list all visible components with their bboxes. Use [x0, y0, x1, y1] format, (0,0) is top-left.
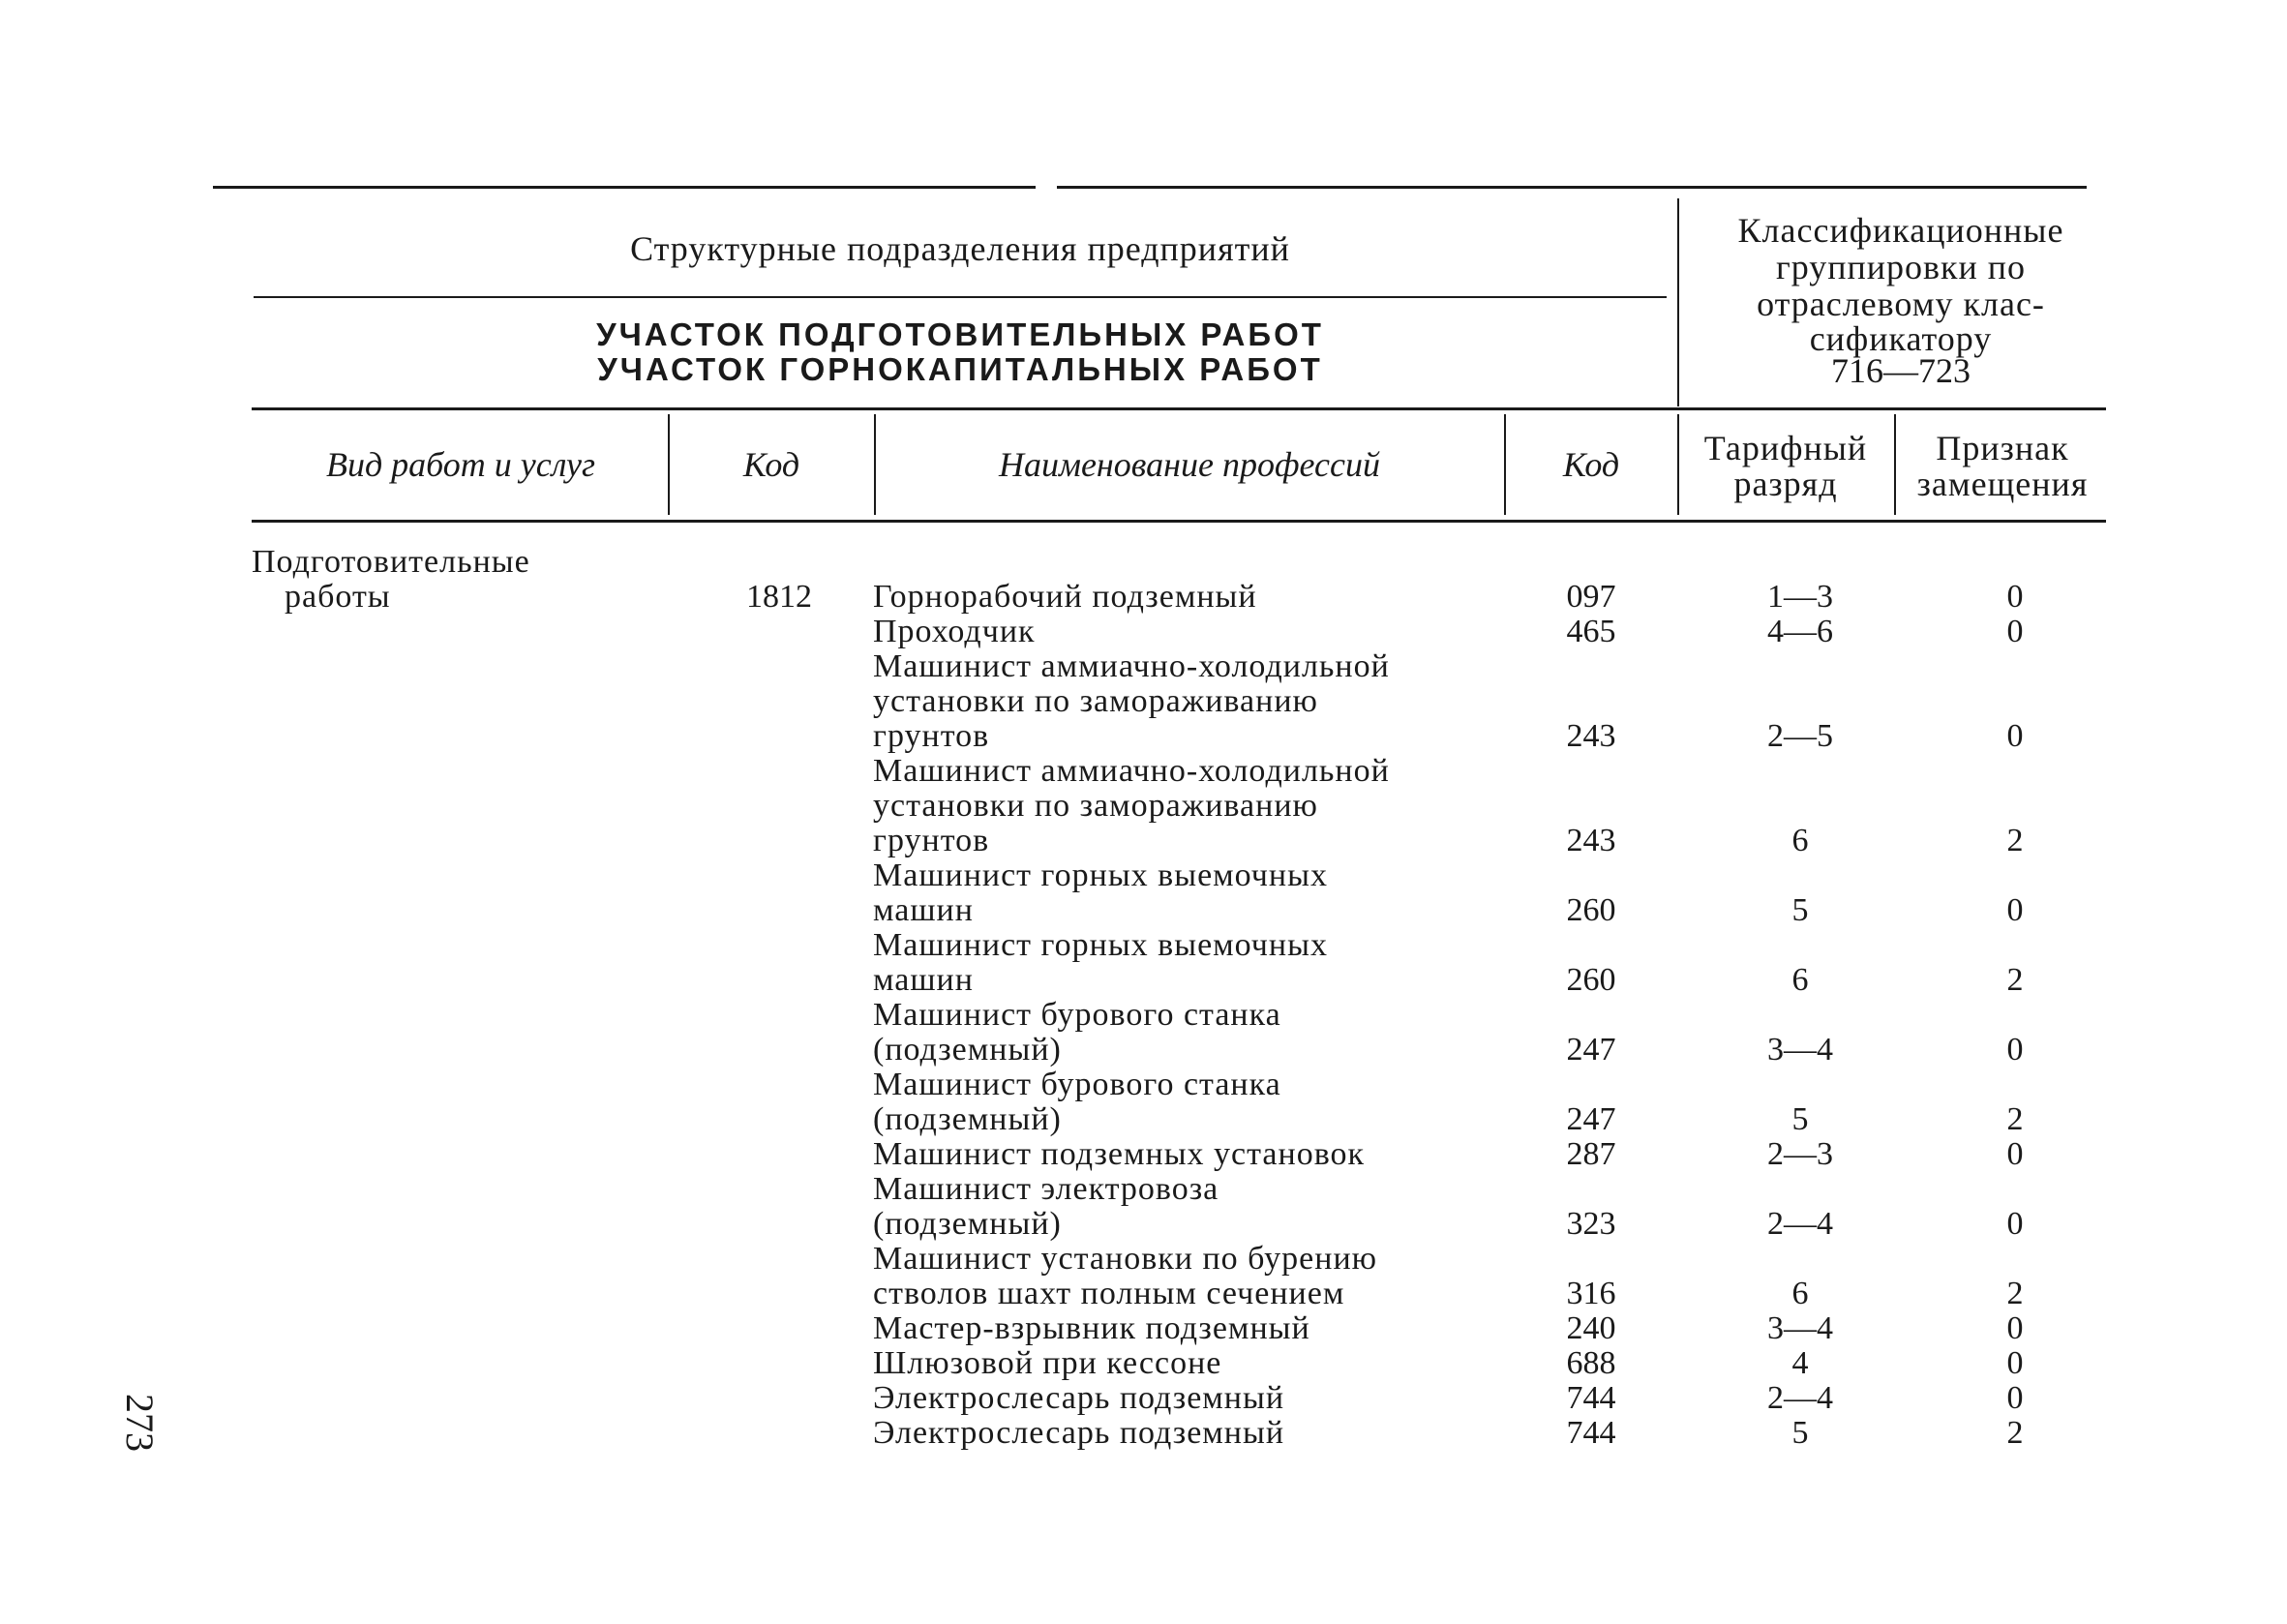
top-rule-left	[213, 186, 1036, 189]
tariff-grade: 6	[1791, 823, 1809, 858]
top-rule-right	[1057, 186, 2087, 189]
classifier-line: группировки по	[1775, 248, 2027, 286]
profession-code: 243	[1566, 718, 1616, 754]
profession-code: 097	[1566, 579, 1616, 615]
profession-code: 240	[1566, 1310, 1616, 1346]
replacement-sign: 0	[2006, 1310, 2024, 1346]
profession-name: машин	[873, 962, 974, 998]
col-profession: Наименование профессий	[998, 445, 1381, 484]
replacement-sign: 0	[2006, 1206, 2024, 1242]
profession-name: (подземный)	[873, 1032, 1062, 1068]
profession-name: грунтов	[873, 823, 990, 858]
profession-name: Машинист аммиачно-холодильной	[873, 648, 1390, 684]
profession-name: Машинист горных выемочных	[873, 927, 1328, 963]
work-type: Подготовительные	[252, 544, 530, 580]
tariff-grade: 5	[1791, 1101, 1809, 1137]
profession-code: 247	[1566, 1032, 1616, 1068]
profession-name: Машинист горных выемочных	[873, 857, 1328, 893]
replacement-sign: 0	[2006, 892, 2024, 928]
tariff-grade: 4—6	[1767, 614, 1833, 649]
classifier-line: Классификационные	[1737, 211, 2064, 250]
replacement-sign: 0	[2006, 1136, 2024, 1172]
replacement-sign: 2	[2006, 1415, 2024, 1451]
columns-bottom-rule	[252, 520, 2106, 523]
profession-name: Машинист аммиачно-холодильной	[873, 753, 1390, 789]
profession-code: 316	[1566, 1276, 1616, 1311]
work-code: 1812	[746, 579, 812, 615]
tariff-grade: 6	[1791, 962, 1809, 998]
replacement-sign: 0	[2006, 579, 2024, 615]
replacement-sign: 0	[2006, 614, 2024, 649]
replacement-sign: 0	[2006, 1345, 2024, 1381]
section-title-2: УЧАСТОК ГОРНОКАПИТАЛЬНЫХ РАБОТ	[597, 351, 1323, 387]
col-work-type: Вид работ и услуг	[325, 445, 596, 484]
profession-name: (подземный)	[873, 1206, 1062, 1242]
profession-code: 243	[1566, 823, 1616, 858]
tariff-grade: 2—5	[1767, 718, 1833, 754]
col-grade: Тарифный	[1703, 429, 1868, 467]
replacement-sign: 2	[2006, 1276, 2024, 1311]
profession-code: 323	[1566, 1206, 1616, 1242]
profession-name: Шлюзовой при кессоне	[873, 1345, 1222, 1381]
header-divider	[1677, 198, 1679, 406]
profession-name: Горнорабочий подземный	[873, 579, 1257, 615]
tariff-grade: 3—4	[1767, 1310, 1833, 1346]
replacement-sign: 2	[2006, 1101, 2024, 1137]
col-sign: Признак	[1936, 429, 2069, 467]
profession-name: установки по замораживанию	[873, 788, 1318, 824]
profession-code: 744	[1566, 1415, 1616, 1451]
replacement-sign: 2	[2006, 823, 2024, 858]
classifier-line: сификатору	[1809, 319, 1993, 358]
departments-title: Структурные подразделения предприятий	[630, 229, 1290, 268]
profession-code: 260	[1566, 962, 1616, 998]
tariff-grade: 2—4	[1767, 1380, 1833, 1416]
replacement-sign: 0	[2006, 1032, 2024, 1068]
replacement-sign: 2	[2006, 962, 2024, 998]
profession-name: Машинист бурового станка	[873, 997, 1281, 1033]
profession-code: 287	[1566, 1136, 1616, 1172]
profession-code: 744	[1566, 1380, 1616, 1416]
tariff-grade: 2—4	[1767, 1206, 1833, 1242]
profession-name: Машинист установки по бурению	[873, 1241, 1378, 1277]
tariff-grade: 3—4	[1767, 1032, 1833, 1068]
profession-code: 688	[1566, 1345, 1616, 1381]
tariff-grade: 5	[1791, 892, 1809, 928]
profession-name: Электрослесарь подземный	[873, 1380, 1285, 1416]
profession-name: установки по замораживанию	[873, 683, 1318, 719]
departments-underline	[254, 296, 1667, 298]
profession-name: Машинист бурового станка	[873, 1067, 1281, 1102]
replacement-sign: 0	[2006, 718, 2024, 754]
profession-name: Мастер-взрывник подземный	[873, 1310, 1310, 1346]
tariff-grade: 1—3	[1767, 579, 1833, 615]
profession-code: 260	[1566, 892, 1616, 928]
page-number: 273	[118, 1394, 162, 1452]
profession-code: 247	[1566, 1101, 1616, 1137]
profession-name: Проходчик	[873, 614, 1036, 649]
classifier-range: 716—723	[1831, 351, 1971, 390]
col-sign: замещения	[1916, 465, 2089, 503]
profession-name: (подземный)	[873, 1101, 1062, 1137]
profession-name: грунтов	[873, 718, 990, 754]
profession-name: стволов шахт полным сечением	[873, 1276, 1345, 1311]
col-prof-code: Код	[1562, 445, 1620, 484]
profession-name: Электрослесарь подземный	[873, 1415, 1285, 1451]
profession-name: машин	[873, 892, 974, 928]
section-title-1: УЧАСТОК ПОДГОТОВИТЕЛЬНЫХ РАБОТ	[596, 316, 1324, 352]
work-type: работы	[285, 579, 391, 615]
col-grade: разряд	[1733, 465, 1838, 503]
tariff-grade: 6	[1791, 1276, 1809, 1311]
header-bottom-rule	[252, 407, 2106, 410]
profession-name: Машинист подземных установок	[873, 1136, 1366, 1172]
tariff-grade: 5	[1791, 1415, 1809, 1451]
profession-code: 465	[1566, 614, 1616, 649]
col-work-code: Код	[742, 445, 800, 484]
profession-name: Машинист электровоза	[873, 1171, 1219, 1207]
classifier-line: отраслевому клас-	[1757, 285, 2045, 323]
tariff-grade: 2—3	[1767, 1136, 1833, 1172]
tariff-grade: 4	[1791, 1345, 1809, 1381]
replacement-sign: 0	[2006, 1380, 2024, 1416]
